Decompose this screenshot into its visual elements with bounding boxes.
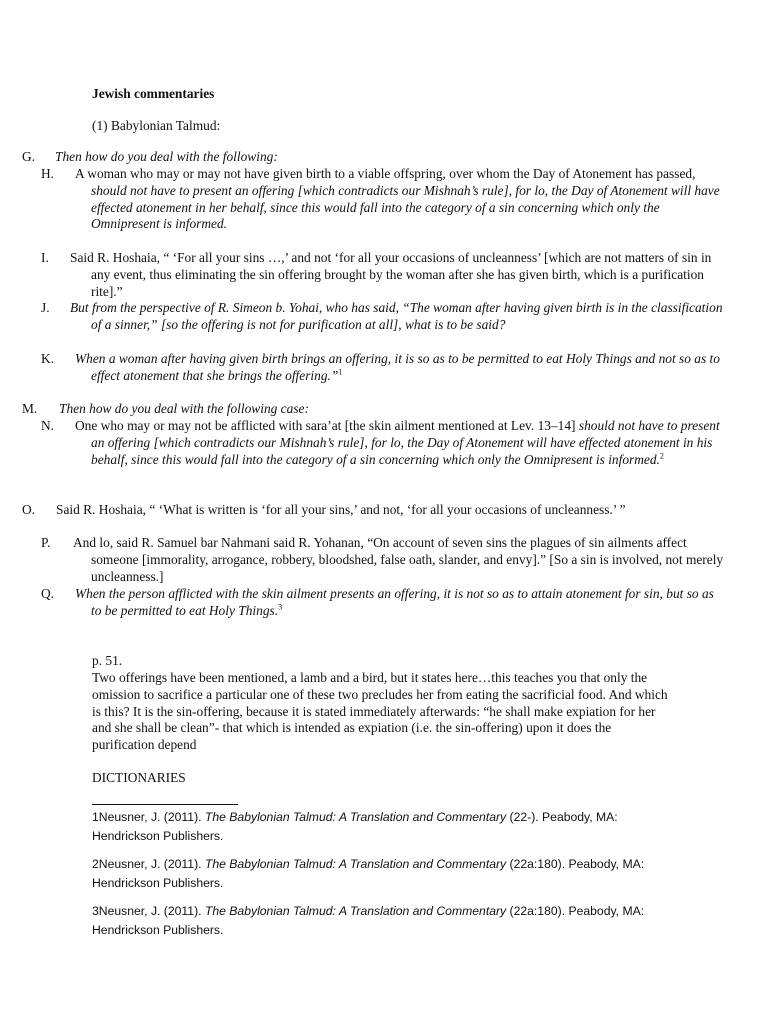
item-marker: I. bbox=[41, 250, 49, 265]
item-text-plain: A woman who may or may not have given birth to a viable offspring, over whom the Day of Atonement has passed, bbox=[75, 166, 696, 181]
item-text bbox=[75, 351, 722, 385]
footnote-tail: (22a:180). Peabody, MA: Hendrickson Publishers. bbox=[92, 904, 645, 937]
section-heading: Jewish commentaries bbox=[92, 86, 215, 101]
section-subheading: (1) Babylonian Talmud: bbox=[92, 118, 221, 133]
footnote-tail: (22-). Peabody, MA: Hendrickson Publishers. bbox=[92, 810, 618, 843]
footnote-ref[interactable]: 2 bbox=[659, 451, 664, 461]
footnote-lead: 2Neusner, J. (2011). bbox=[92, 857, 205, 871]
item-text-italic: should not have to present an offering [which contradicts our Mishnah’s rule], for lo, the Day of Atonement will have effected atonement in his behalf, since this would fall into the category of a sin concerning which only the Omnipresent is informed. bbox=[91, 418, 720, 467]
item-n bbox=[41, 418, 720, 486]
dictionaries-label: DICTIONARIES bbox=[92, 770, 186, 785]
item-q bbox=[41, 586, 714, 620]
item-text: And lo, said R. Samuel bar Nahmani said R. Yohanan, “On account of seven sins the plagues of sin ailments affect someone [immorality, arrogance, robbery, bloodshed, false oath, slander, and envy].” [So a sin is involved, not merely uncleanness.] bbox=[73, 535, 724, 584]
item-text-italic: should not have to present an offering [which contradicts our Mishnah’s rule], for lo, the Day of Atonement will have effected atonement in her behalf, since this would fall into the category of a sin concerning which only the Omnipresent is informed. bbox=[91, 182, 720, 232]
footnote-ref[interactable]: 1 bbox=[338, 367, 343, 377]
item-marker: O. bbox=[22, 502, 36, 517]
item-text bbox=[75, 586, 722, 620]
item-marker: P. bbox=[41, 535, 51, 550]
item-i bbox=[41, 250, 712, 300]
footnote-ref[interactable]: 3 bbox=[278, 602, 283, 612]
item-text bbox=[75, 418, 722, 468]
footnote-1 bbox=[92, 808, 652, 845]
item-marker: G. bbox=[22, 149, 36, 164]
item-text bbox=[56, 502, 690, 519]
footnote-separator bbox=[92, 804, 238, 805]
footnote-lead: 1Neusner, J. (2011). bbox=[92, 810, 205, 824]
footnote-3 bbox=[92, 902, 652, 939]
item-text-plain: One who may or may not be afflicted with sara’at [the skin ailment mentioned at Lev. 13–14] bbox=[75, 418, 579, 433]
item-text bbox=[75, 166, 721, 233]
item-marker: M. bbox=[22, 401, 38, 416]
item-text: Then how do you deal with the following: bbox=[55, 149, 278, 164]
item-text-body: When a woman after having given birth brings an offering, it is so as to be permitted to eat Holy Things and not so as to effect atonement that she brings the offering.” bbox=[75, 351, 720, 383]
item-marker: Q. bbox=[41, 586, 55, 601]
footnote-title: The Babylonian Talmud: A Translation and Commentary bbox=[204, 857, 507, 871]
footnote-title: The Babylonian Talmud: A Translation and Commentary bbox=[204, 810, 507, 824]
item-marker: H. bbox=[41, 166, 55, 181]
footnote-lead: 3Neusner, J. (2011). bbox=[92, 904, 205, 918]
item-text: Said R. Hoshaia, “ ‘For all your sins …,’ and not ‘for all your occasions of uncleanness’ [which are not matters of sin in any event, thus eliminating the sin offering brought by the woman after she has given birth, which is a purification rite].” bbox=[70, 250, 712, 299]
item-text-body: When the person afflicted with the skin ailment presents an offering, it is not so as to attain atonement for sin, but so as to be permitted to eat Holy Things. bbox=[75, 586, 714, 618]
footnote-tail: (22a:180). Peabody, MA: Hendrickson Publishers. bbox=[92, 857, 645, 890]
footnote-title: The Babylonian Talmud: A Translation and Commentary bbox=[204, 904, 507, 918]
item-text-body: Said R. Hoshaia, “ ‘What is written is ‘for all your sins,’ and not, ‘for all your occasions of uncleanness.’ ” bbox=[56, 502, 626, 517]
item-k bbox=[41, 351, 720, 385]
footnote-2 bbox=[92, 855, 652, 892]
item-h bbox=[41, 166, 720, 250]
item-text: Then how do you deal with the following case: bbox=[59, 401, 309, 416]
page-reference: p. 51. bbox=[92, 653, 123, 668]
item-o bbox=[22, 502, 722, 536]
item-marker: J. bbox=[41, 300, 50, 315]
item-marker: N. bbox=[41, 418, 55, 433]
body-paragraph: Two offerings have been mentioned, a lamb and a bird, but it states here…this teaches you that only the omission to sacrifice a particular one of these two precludes her from eating the sacrificial food. And which is this? It is the sin-offering, because it is stated immediately afterwards: “he shall make expiation for her and she shall be clean”- that which is intended as expiation (i.e. the sin-offering) upon it does the purification depend bbox=[92, 670, 668, 753]
item-j bbox=[41, 300, 723, 350]
item-text: But from the perspective of R. Simeon b. Yohai, who has said, “The woman after having given birth is in the classification of a sinner,” [so the offering is not for purification at all], what is to be said? bbox=[70, 300, 723, 332]
item-marker: K. bbox=[41, 351, 55, 366]
item-p bbox=[41, 535, 724, 585]
